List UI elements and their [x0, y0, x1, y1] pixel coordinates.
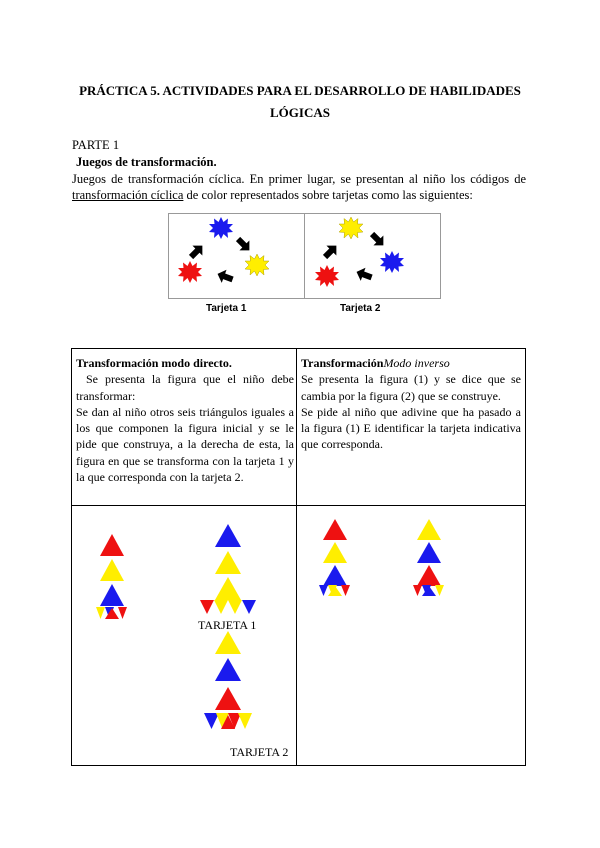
intro-text-pre: Juegos de transformación cíclica. En primer lugar, se presentan al niño los códigos de	[72, 172, 526, 186]
tarjeta-2-figure	[204, 631, 252, 729]
arrow-down-right-icon	[233, 234, 254, 255]
card-tarjeta-1	[168, 213, 305, 299]
parte-label: PARTE 1	[72, 138, 120, 152]
label-tarjeta-2: TARJETA 2	[230, 745, 289, 759]
card-tarjeta-2	[304, 213, 441, 299]
direct-mode-heading: Transformación modo directo.	[76, 356, 232, 370]
inverse-mode-heading-italic: Modo inverso	[383, 356, 450, 370]
yellow-star-icon	[245, 254, 269, 276]
blue-star-icon	[380, 251, 404, 273]
inverse-mode-p1: Se presenta la figura (1) y se dice que se cambia por la figura (2) que se construye.	[301, 372, 521, 403]
arrow-up-right-icon	[186, 241, 207, 262]
direct-mode-p1: Se presenta la figura que el niño debe transformar:	[76, 372, 294, 403]
card-1-drawing	[169, 214, 304, 298]
card-2-caption: Tarjeta 2	[340, 303, 381, 314]
inverse-mode-heading-bold: Transformación	[301, 356, 384, 370]
figure-2	[413, 519, 444, 596]
page-title	[70, 80, 530, 124]
intro-paragraph	[72, 171, 526, 203]
intro-text-post: de color representados sobre tarjetas como las siguientes:	[183, 188, 473, 202]
card-1-caption: Tarjeta 1	[206, 303, 247, 314]
blue-star-icon	[209, 217, 233, 239]
arrow-up-right-icon	[320, 241, 341, 262]
direct-mode-p2: Se dan al niño otros seis triángulos iguales a los que componen la figura inicial y se le pide que construya, a la derecha de esta, la figura en que se transforma con la tarjeta 1 y la que corresponda con la tarjeta 2.	[76, 404, 294, 485]
direct-mode-figures	[72, 349, 296, 767]
activities-table	[71, 348, 526, 766]
section-heading: Juegos de transformación.	[76, 155, 217, 169]
red-star-icon	[178, 261, 202, 283]
arrow-left-icon	[215, 267, 235, 286]
title-line-1: PRÁCTICA 5. ACTIVIDADES PARA EL DESARROLLO DE HABILIDADES	[79, 83, 521, 98]
arrow-down-right-icon	[367, 229, 388, 250]
card-2-drawing	[305, 214, 440, 298]
arrow-left-icon	[354, 265, 374, 284]
label-tarjeta-1: TARJETA 1	[198, 618, 257, 632]
tarjeta-1-figure	[200, 524, 256, 614]
inverse-mode-p2: Se pide al niño que adivine que ha pasado a la figura (1) E identificar la tarjeta indicativa que corresponda.	[301, 404, 521, 452]
yellow-star-icon	[339, 217, 363, 239]
figure-1	[319, 519, 350, 596]
initial-figure	[96, 534, 127, 619]
intro-text-underlined: transformación cíclica	[72, 188, 184, 202]
inverse-mode-figures	[297, 349, 525, 767]
title-line-2: LÓGICAS	[270, 105, 330, 120]
red-star-icon	[315, 265, 339, 287]
